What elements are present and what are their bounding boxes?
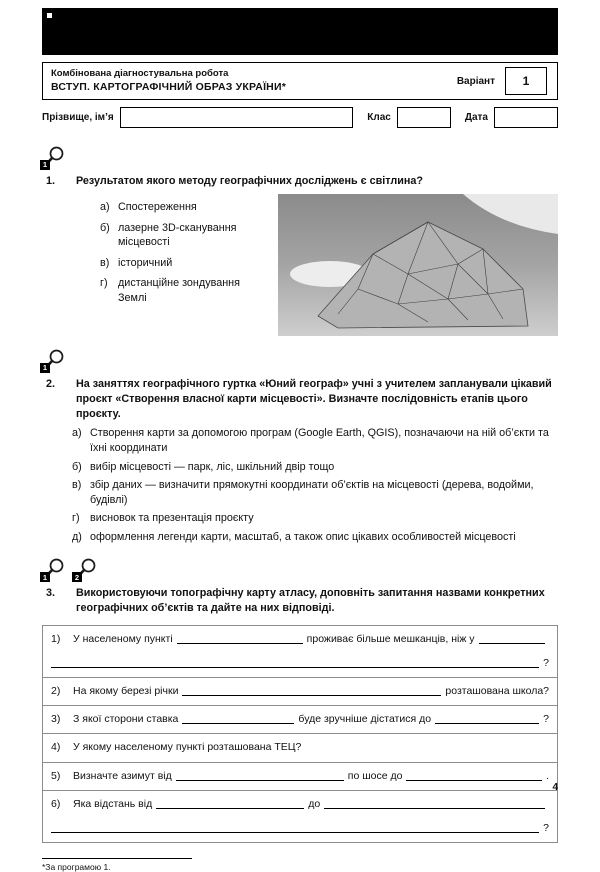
chapter-band (42, 8, 558, 55)
answer-blank[interactable] (176, 780, 344, 781)
q3-row-1 (43, 626, 557, 678)
q3-level-icons (42, 557, 558, 581)
option-d (72, 530, 558, 545)
answer-blank[interactable] (177, 643, 303, 644)
q2-level-icons (42, 348, 558, 372)
subquestion-text: На якому березі річки (73, 685, 179, 698)
variant-label: Варіант (456, 75, 495, 87)
option-letter: в) (72, 479, 82, 492)
subquestion-number: 1) (51, 632, 61, 645)
q1-level-icons (42, 145, 558, 169)
subquestion-text: буде зручніше дістатися до (298, 713, 432, 726)
option-b (100, 221, 268, 250)
option-letter: г) (72, 512, 80, 525)
question-3 (42, 586, 558, 616)
subquestion-text: Визначте азимут від (73, 769, 172, 782)
subquestion-number: 3) (51, 713, 61, 726)
option-v (72, 478, 558, 507)
question-text: Результатом якого методу географічних досліджень є світлина? (76, 175, 424, 187)
magnifier-icon (42, 557, 66, 581)
subquestion-number: 4) (51, 741, 61, 754)
question-text: Використовуючи топографічну карту атласу, доповніть запитання назвами конкретних географічних об’єктів та дайте на них відповіді. (76, 587, 545, 615)
option-a (100, 200, 268, 215)
page-number: 4 (552, 782, 558, 793)
answer-blank[interactable] (406, 780, 542, 781)
option-text: оформлення легенди карти, масштаб, а також опис цікавих особливостей місцевості (90, 530, 516, 543)
name-field[interactable] (120, 107, 354, 128)
option-letter: г) (100, 277, 108, 290)
footnote-rule (42, 858, 192, 859)
subquestion-text: розташована школа? (445, 685, 549, 698)
q3-answer-table (42, 625, 558, 844)
option-g (100, 276, 268, 305)
worksheet-subtitle: Комбінована діагностувальна робота (51, 67, 229, 79)
q3-row-4 (43, 734, 557, 762)
option-letter: д) (72, 530, 82, 543)
option-text: історичний (118, 256, 173, 269)
option-text: дистанційне зондування Землі (118, 277, 240, 304)
option-text: Створення карти за допомогою програм (Google Earth, QGIS), позначаючи на ній об’єкти та їхні координати (90, 427, 549, 454)
level-badge: 1 (40, 160, 50, 170)
subquestion-number: 6) (51, 797, 61, 810)
variant-number-box: 1 (505, 67, 547, 95)
footnote: *За програмою 1. (42, 862, 111, 872)
option-letter: в) (100, 256, 110, 269)
option-letter: б) (72, 460, 82, 473)
worksheet-header (42, 62, 558, 100)
answer-blank[interactable] (324, 808, 545, 809)
terrain-3d-image (278, 194, 558, 336)
level-badge: 2 (72, 572, 82, 582)
subquestion-text: до (308, 797, 321, 810)
question-1 (42, 174, 558, 189)
subquestion-text: Яка відстань від (73, 797, 153, 810)
q1-body (42, 194, 558, 336)
option-b (72, 460, 558, 475)
subquestion-text: проживає більше мешканців, ніж у (306, 632, 475, 645)
subquestion-text: У якому населеному пункті розташована ТЕЦ? (73, 741, 302, 754)
option-letter: а) (72, 427, 82, 440)
question-number: 3. (46, 587, 56, 600)
class-field[interactable] (397, 107, 451, 128)
student-info-row (42, 107, 558, 128)
subquestion-text: по шосе до (347, 769, 403, 782)
q3-row-5 (43, 763, 557, 791)
option-text: збір даних — визначити прямокутні координати об’єктів на місцевості (дерева, водойми, будівлі) (90, 479, 534, 506)
band-mark (47, 13, 52, 18)
level-badge: 1 (40, 572, 50, 582)
subquestion-text: З якої сторони ставка (73, 713, 179, 726)
option-g (72, 511, 558, 526)
answer-blank[interactable] (51, 667, 539, 668)
option-letter: б) (100, 221, 110, 234)
q3-row-6 (43, 791, 557, 843)
date-field[interactable] (494, 107, 558, 128)
answer-blank[interactable] (435, 723, 539, 724)
answer-blank[interactable] (479, 643, 545, 644)
question-text: На заняттях географічного гуртка «Юний географ» учні з учителем запланували цікавий проєкт «Створення власної карти місцевості». Визначте послідовність етапів цього проєкту. (76, 378, 552, 421)
option-letter: а) (100, 201, 110, 214)
subquestion-tail: ? (543, 713, 549, 726)
subquestion-tail: ? (543, 822, 549, 835)
option-text: вибір місцевості — парк, ліс, шкільний двір тощо (90, 460, 335, 473)
subquestion-number: 2) (51, 685, 61, 698)
magnifier-icon (74, 557, 98, 581)
worksheet-titles (51, 68, 286, 95)
q2-options (72, 426, 558, 544)
question-number: 1. (46, 175, 56, 187)
q3-row-2 (43, 678, 557, 706)
question-2 (42, 377, 558, 422)
worksheet-title: ВСТУП. КАРТОГРАФІЧНИЙ ОБРАЗ УКРАЇНИ* (51, 81, 287, 94)
name-label: Прізвище, ім’я (42, 112, 114, 123)
class-label: Клас (367, 112, 391, 123)
variant-block (457, 67, 549, 95)
level-badge: 1 (40, 363, 50, 373)
question-number: 2. (46, 378, 56, 391)
subquestion-tail: ? (543, 656, 549, 669)
subquestion-text: У населеному пункті (73, 632, 173, 645)
date-label: Дата (464, 112, 488, 123)
answer-blank[interactable] (156, 808, 304, 809)
answer-blank[interactable] (182, 695, 441, 696)
magnifier-icon (42, 145, 66, 169)
option-text: Спостереження (118, 201, 197, 214)
answer-blank[interactable] (51, 832, 539, 833)
subquestion-number: 5) (51, 769, 61, 782)
subquestion-tail: . (546, 769, 549, 782)
option-text: висновок та презентація проєкту (90, 512, 254, 525)
answer-blank[interactable] (182, 723, 294, 724)
q3-row-3 (43, 706, 557, 734)
option-v (100, 256, 268, 271)
q1-options (42, 194, 278, 336)
page-content (42, 0, 558, 872)
magnifier-icon (42, 348, 66, 372)
option-text: лазерне 3D-сканування місцевості (118, 221, 237, 249)
option-a (72, 426, 558, 455)
